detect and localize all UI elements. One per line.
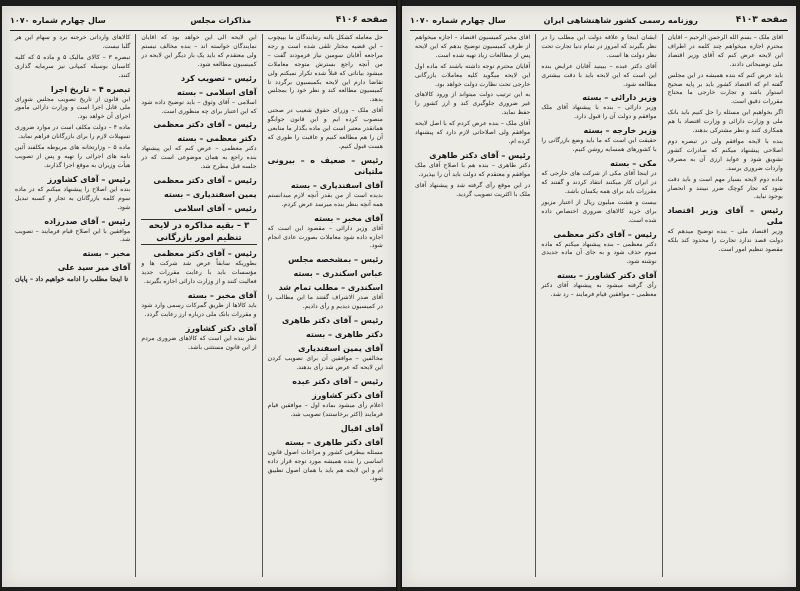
- speaker-heading: رئیس – صعیف ه – بیرونی ملتیانی: [267, 155, 383, 176]
- speaker-heading: مکی – بسته: [610, 159, 657, 169]
- speaker-heading: آقای اسفندیاری – بسته: [290, 180, 383, 190]
- paragraph: وزیر اقتصاد ملی – بنده توضیح میدهم که دولت قصد ندارد تجارت را محدود کند بلکه مقصود تنظیم امور است.: [667, 228, 783, 254]
- paragraph: آقای ملک – بسم الله الرحمن الرحیم – آقایان محترم اجازه میخواهم چند کلمه در اطراف این لایحه عرض کنم که آقای وزیر اقتصاد ملی توضیحاتی دادند.: [667, 34, 783, 68]
- paragraph: حقیقت این است که ما باید وضع بازرگانی را با کشورهای همسایه روشن کنیم.: [541, 137, 657, 154]
- paragraph: باید عرض کنم که بنده همیشه در این مجلس گفته ام که اقتصاد کشور باید بر پایه صحیح استوار باشد و تجارت خارجی ما محتاج مقررات دقیق است.: [667, 71, 783, 106]
- paragraph: در این موقع رأی گرفته شد و پیشنهاد آقای ملک با اکثریت تصویب گردید.: [415, 181, 531, 198]
- left-column-middle: [136, 34, 262, 577]
- paragraph: بنده این اصلاح را پیشنهاد میکنم که در ماده سوم کلمه بازرگانان به تجار و کسبه تبدیل شود.: [15, 185, 131, 211]
- closing-line: تا اینجا مطلب را ادامه خواهیم داد – پایان: [15, 275, 129, 284]
- paragraph: آقای دکتر عبده – ببینید آقایان عرایض بنده این است که این لایحه باید با دقت بیشتری مطالعه شود.: [541, 62, 657, 88]
- right-column-right: [663, 34, 788, 577]
- speaker-heading: آقای دکتر کشاورز: [185, 323, 257, 333]
- right-page-header: [410, 12, 788, 28]
- speaker-heading: دکتر معظمی – بسته: [177, 134, 257, 144]
- speaker-heading: رئیس – آقای دکتر معظمی: [153, 120, 257, 130]
- paragraph: باید کالاها از طریق گمرکات رسمی وارد شود و مقررات بانک ملی درباره ارز رعایت گردد.: [141, 301, 257, 318]
- paragraph: آقای وزیر دارائی – مقصود این است که اجازه داده شود معاملات بصورت عادی انجام شود.: [267, 224, 383, 250]
- speaker-heading: آقای اسلامی – بسته: [177, 87, 257, 97]
- paragraph: بنده با لایحه موافقم ولی در تبصره دوم اصلاحی پیشنهاد میکنم که صادرات کشور تشویق شود و عواید ارزی آن به مصرف واردات ضروری برسد.: [667, 137, 783, 172]
- speaker-heading: رئیس – تصویب کرد: [181, 73, 257, 83]
- speaker-heading: رئیس – آقای کشاورز: [47, 174, 131, 184]
- paragraph: وزیر دارائی – بنده با پیشنهاد آقای ملک موافقم و دولت آن را قبول دارد.: [541, 104, 657, 121]
- speaker-heading: رئیس – آقای دکتر معظمی: [153, 249, 257, 259]
- speaker-heading: رئیس – آقای دکتر طاهری: [281, 316, 383, 326]
- speaker-heading: وزیر دارائی – بسته: [582, 93, 657, 103]
- speaker-heading: آقای اقبال: [340, 423, 383, 433]
- left-page-number: صفحه ۴۱۰۶: [335, 15, 388, 25]
- section-title: ۳ – بقیه مذاکره در لایحه تنظیم امور بازرگانی: [141, 219, 256, 245]
- speaker-heading: رئیس – آقای اسلامی: [174, 204, 257, 214]
- speaker-heading: رئیس – آقای دکتر عبده: [292, 376, 383, 386]
- paragraph: دکتر طاهری – بنده هم با اصلاح آقای ملک موافقم و معتقدم که دولت باید آن را بپذیرد.: [415, 161, 531, 178]
- paragraph: در اینجا آقای مکی از شرکت های خارجی که در ایران کار میکنند انتقاد کردند و گفتند که مقررات باید برای همه یکسان باشد.: [541, 170, 657, 195]
- paragraph: نظر بنده این است که کالاهای ضروری مردم از این قانون مستثنی باشد.: [141, 334, 257, 351]
- paragraph: تبصره ۳ – کالای مالیک ۵ و ماده ۵ که کلیه کاسبان بوسیله کمپانی نیز سرمایه گذاری کنند.: [15, 53, 131, 79]
- speaker-heading: عباس اسکندری – بسته: [293, 269, 383, 279]
- speaker-heading: آقای یمین اسفندیاری: [298, 344, 383, 354]
- paragraph: این قانون از تاریخ تصویب مجلس شورای ملی قابل اجرا است و وزارت دارائی مأمور اجرای آن خواهد بود.: [15, 95, 131, 121]
- speaker-heading: مخبر – بسته: [82, 249, 131, 259]
- speaker-heading: آقای میر سید علی: [57, 263, 131, 273]
- speaker-heading: یمین اسفندیاری – بسته: [164, 190, 257, 200]
- left-column-left: [10, 34, 136, 577]
- left-page-header: [10, 12, 388, 28]
- right-page-issue: سال چهارم شماره ۱۰۷۰: [410, 15, 506, 25]
- paragraph: بیست و هشت میلیون ریال از اعتبار مزبور برای خرید کالاهای ضروری اختصاص داده شده است.: [541, 198, 657, 224]
- paragraph: ماده دوم لایحه بسیار مهم است و باید دقت شود که تجار کوچک ضرر نبینند و انحصار بوجود نیاید.: [667, 175, 783, 201]
- speaker-heading: رئیس – آقای دکتر طاهری: [429, 150, 531, 160]
- left-page-columns: [10, 34, 388, 577]
- speaker-heading: رئیس – بمشخصه مجلس: [288, 255, 383, 265]
- left-column-right: [263, 34, 388, 577]
- paragraph: ایشان اینجا و علاقه دولت این مطلب را در نظر بگیرند که امروز در تمام دنیا تجارت تحت نظر دولت ها است.: [541, 34, 657, 59]
- right-page-columns: [410, 34, 788, 577]
- speaker-heading: رئیس – آقای دکتر معظمی: [153, 176, 257, 186]
- paragraph: ماده ۴ – دولت مکلف است در موارد ضروری تسهیلات لازم را برای بازرگانان فراهم نماید.: [15, 124, 131, 141]
- paragraph: این لایحه الی این خواهد بود که آقایان نمایندگان خواسته اند – بنده مخالف نیستم ولی معتقدم که باید یک بار دیگر این لایحه در کمیسیون مطالعه شود.: [141, 34, 257, 68]
- speaker-heading: آقای دکتر کشاورز: [312, 390, 383, 400]
- speaker-heading: وزیر خارجه – بسته: [583, 126, 657, 136]
- speaker-heading: آقای مخبر – بسته: [187, 290, 257, 300]
- paragraph: موافقین با این اصلاح قیام فرمایند – تصویب شد.: [15, 227, 131, 244]
- paragraph: مخالفین – موافقین آن برای تصویب کردن این لایحه که عرض شد رأی بدهند.: [267, 355, 383, 372]
- speaker-heading: تبصره ۴ – تاریخ اجرا: [50, 84, 131, 94]
- paragraph: آقای صدر الاشراف گفتند ما این مطالب را در کمیسیون دیدیم و رأی دادیم.: [267, 294, 383, 311]
- paragraph: به این ترتیب دولت میتواند از ورود کالاهای غیر ضروری جلوگیری کند و ارز کشور را حفظ نماید.: [415, 91, 531, 117]
- left-page-title: مذاکرات مجلس: [190, 15, 252, 25]
- paragraph: حل معامله کشکل بالنه رتنایندگان ما بپیچوب – این قضیه مختار تلقی شده است و رجه مراجعه آقایان سومین نیاز فرمودند گفت – من آنچه راجع بسترش متوجه معاملات میشود بیاناتی که قبلاً شده تکرار نمیکنم ولی تقاضا دارم این لایحه بکمیسیون برگردد تا کمیسیون مطالعه کند و نظر خود را بمجلس بدهد.: [267, 34, 383, 104]
- paragraph: رأی گرفته میشود به پیشنهاد آقای دکتر معظمی – موافقین قیام فرمایند – رد شد.: [541, 282, 657, 299]
- right-header-rule: [410, 30, 788, 31]
- paragraph: آقای ملک – وزرای حقوق شعیب در صحتی منصوب کرده ایم و این قانون جوابگو همانقدر معتبر است این ماده بگذار ما منابعی آن را هم مطالعه کنیم و عاقبت را طوری که هست قبول کنیم.: [267, 107, 383, 150]
- left-page-issue: سال چهارم شماره ۱۰۷۰: [10, 15, 106, 25]
- speaker-heading: رئیس – آقای وزیر اقتصاد ملی: [667, 206, 783, 227]
- left-header-rule: [10, 30, 388, 31]
- speaker-heading: رئیس – آقای صدرزاده: [44, 216, 131, 226]
- paragraph: کالاهای وارداتی خرجنه برد و سهام این هر گلبا نیست.: [15, 34, 131, 50]
- paragraph: آقایان محترم توجه داشته باشند که ماده اول این لایحه میگوید کلیه معاملات بازرگانی خارجی تحت نظارت دولت خواهد بود.: [415, 62, 531, 88]
- paragraph: اگر بخواهیم این مسئله را حل کنیم باید بانک ملی و وزارت دارائی و وزارت اقتصاد با هم همکاری کنند و نظر مشترکی بدهند.: [667, 109, 783, 135]
- paragraph: مسئله بیطرفی کشور و مراعات اصول قانون اساسی را بنده همیشه مورد توجه قرار داده ام و این لایحه هم باید با همان اصول تطبیق شود.: [267, 448, 383, 483]
- paragraph: اسلامی – آقای وثوق – باید توضیح داده شود که این اعتبار برای چه منظوری است.: [141, 98, 257, 115]
- paragraph: ماده ۵ – وزارتخانه های مربوطه مکلفند آئین نامه های اجرائی را تهیه و پس از تصویب هیأت وزیران به موقع اجرا گذارند.: [15, 144, 131, 169]
- right-column-middle: [536, 34, 662, 577]
- paragraph: آقای مخبر کمیسیون اقتصاد – اجازه میخواهم از طرف کمیسیون توضیح بدهم که این لایحه پس از مطالعات زیاد تهیه شده است.: [415, 34, 531, 59]
- speaker-heading: آقای مخبر – بسته: [314, 213, 383, 223]
- right-column-left: [410, 34, 536, 577]
- right-page-title: روزنامه رسمی کشور شاهنشاهی ایران: [543, 15, 698, 25]
- speaker-heading: آقای دکتر طاهری – بسته: [284, 437, 383, 447]
- speaker-heading: اسکندری – مطلب تمام شد: [278, 283, 383, 293]
- paragraph: دکتر معظمی – بنده پیشنهاد میکنم که ماده سوم حذف شود و به جای آن ماده جدیدی نوشته شود.: [541, 240, 657, 266]
- left-page: [2, 6, 396, 587]
- paragraph: دکتر معظمی – عرض کنم که این پیشنهاد بنده راجع به همان موضوعی است که در جلسه قبل مطرح شد.: [141, 145, 257, 171]
- paragraph: بدیده است از من بقدر آنچه لازم میدانستم همه آنچه بنظر بنده میرسد عرض کردم.: [267, 191, 383, 208]
- paragraph: اعلام رأی میشود بماده اول – موافقین قیام فرمایند (اکثر برخاستند) تصویب شد.: [267, 401, 383, 418]
- paragraph: بطوریکه سابقاً عرض شد شرکت ها و مؤسسات باید با رعایت مقررات جدید فعالیت کنند و از وزارت دارائی اجازه بگیرند.: [141, 260, 257, 285]
- paragraph: آقای ملک – بنده عرض کردم که با اصل لایحه موافقم ولی اصلاحاتی لازم دارد که پیشنهاد کرده ام.: [415, 120, 531, 145]
- right-page-number: صفحه ۴۱۰۳: [735, 15, 788, 25]
- speaker-heading: دکتر طاهری – بسته: [305, 330, 383, 340]
- speaker-heading: رئیس – آقای دکتر معظمی: [553, 229, 657, 239]
- speaker-heading: آقای دکتر کشاورز – بسته: [556, 271, 657, 281]
- right-page: [402, 6, 796, 587]
